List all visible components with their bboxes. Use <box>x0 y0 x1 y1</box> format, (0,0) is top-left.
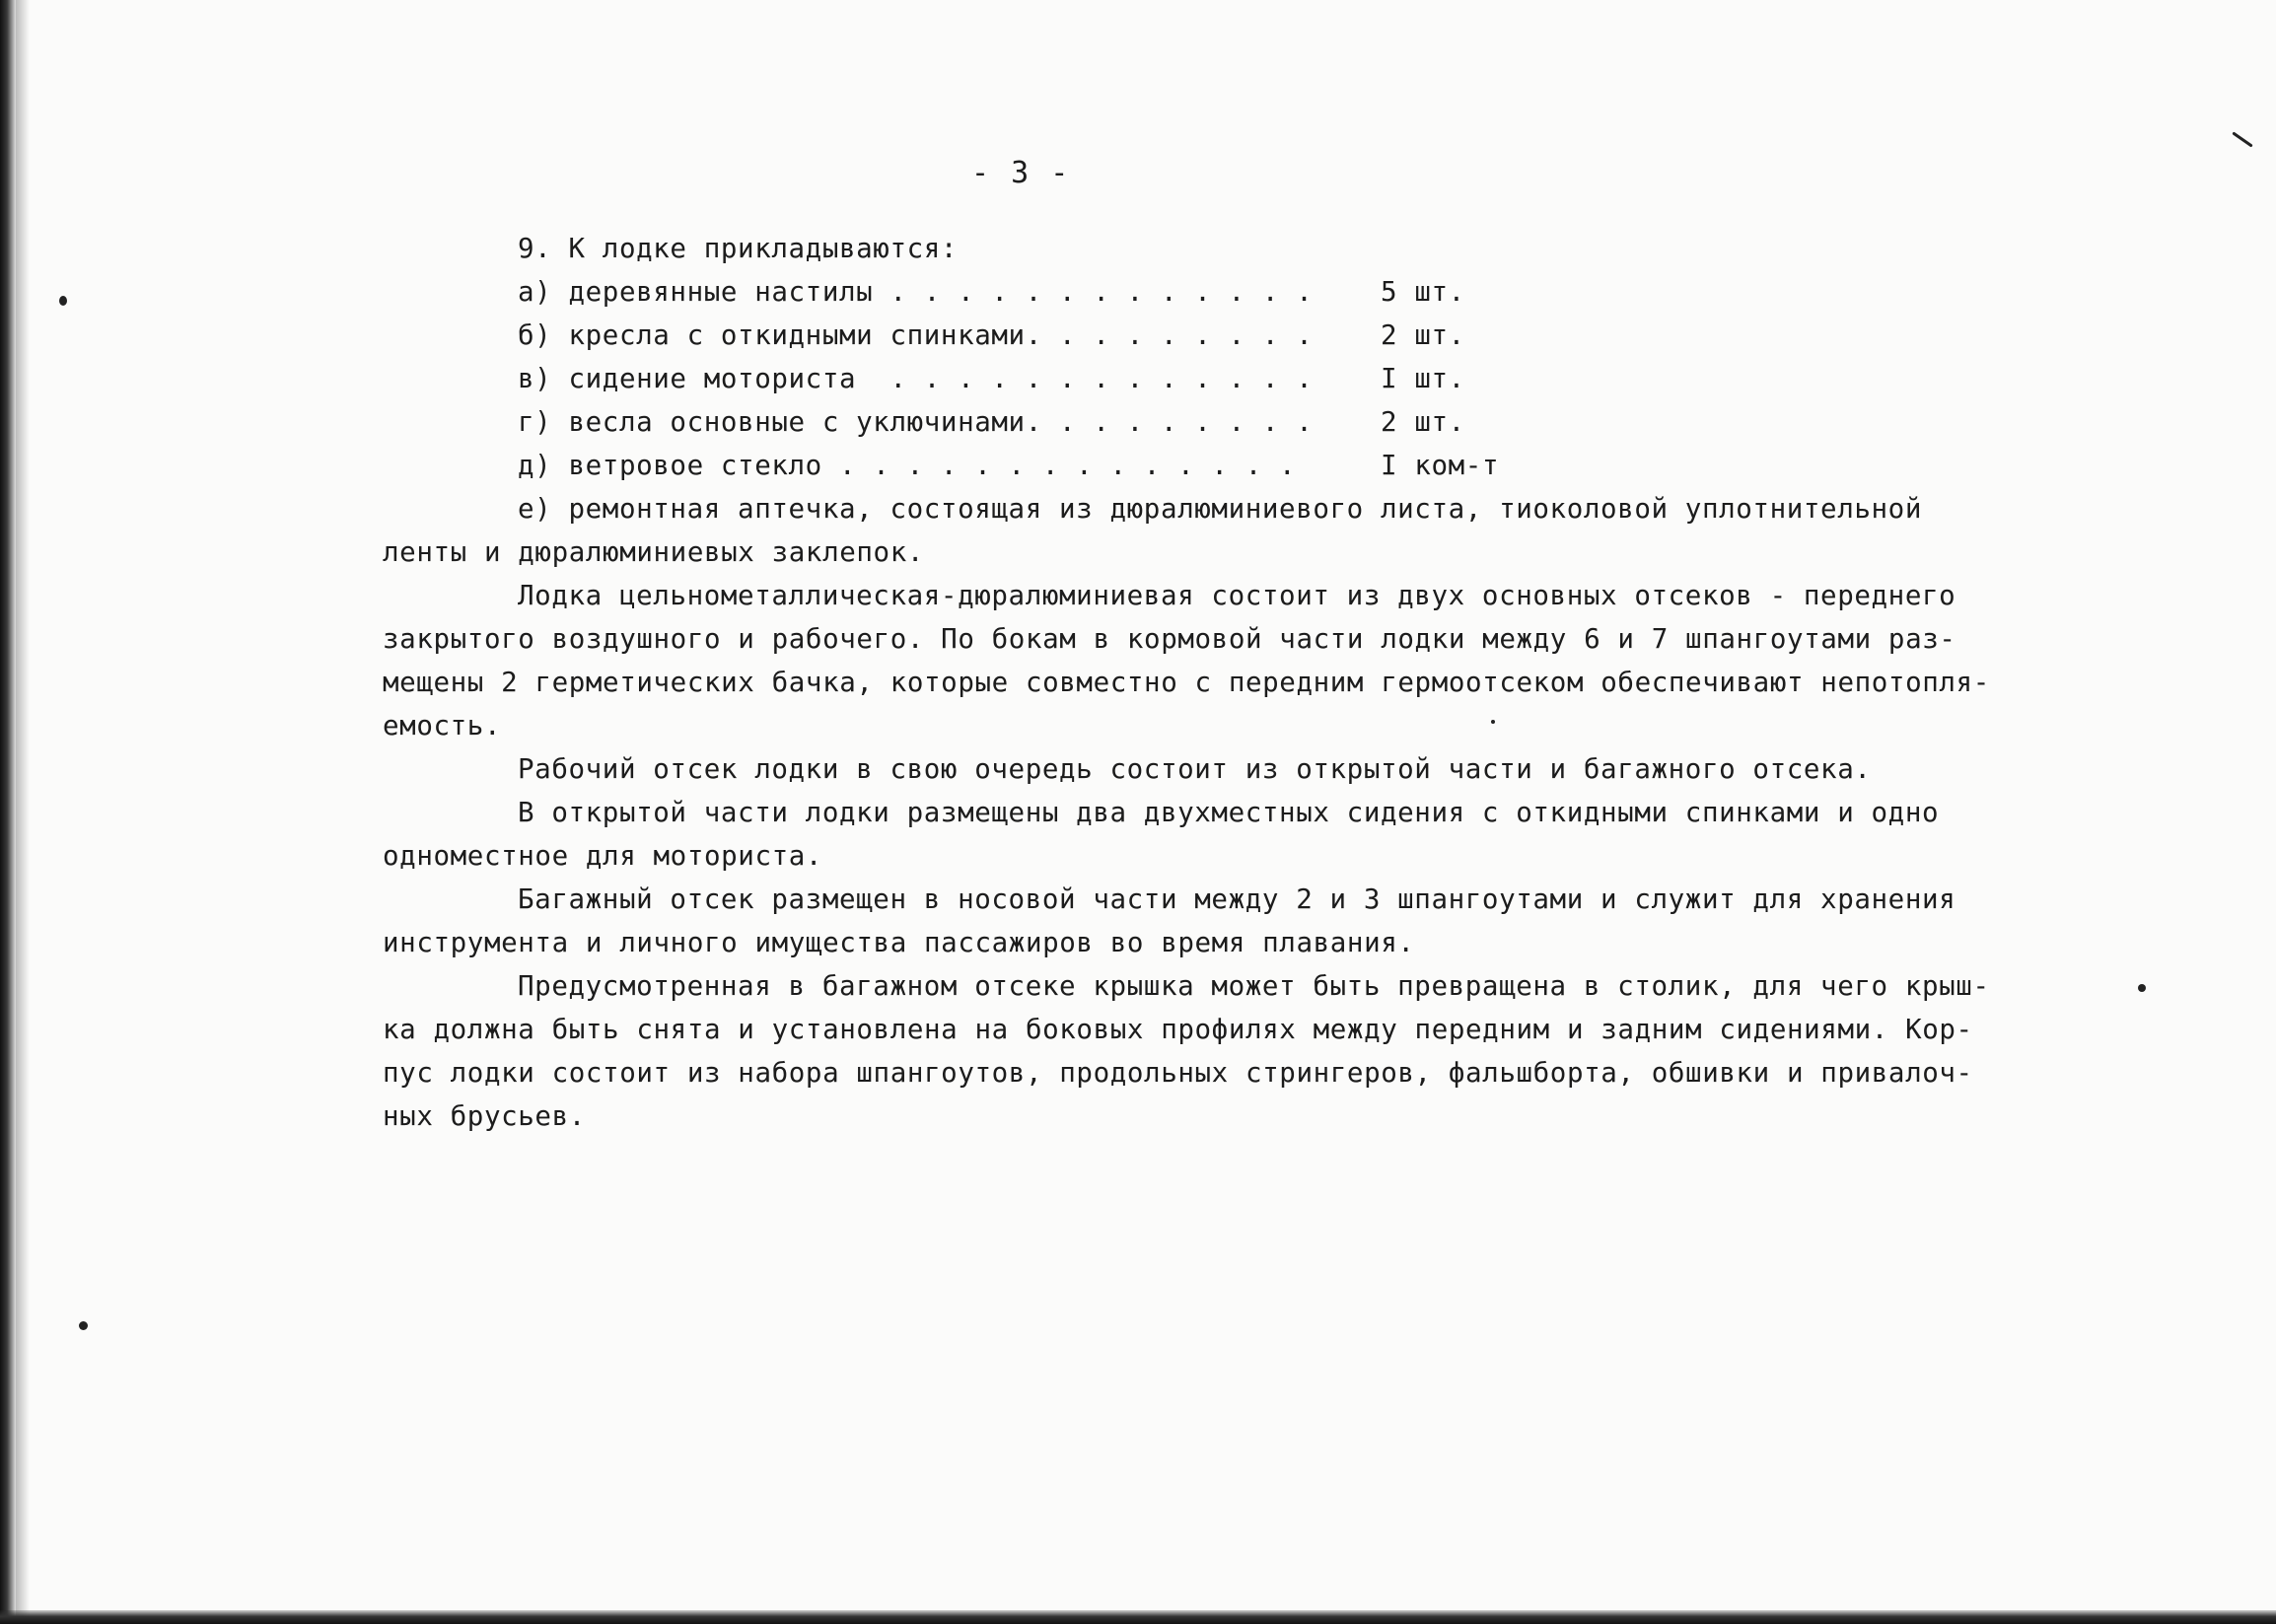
list-item-label: г) весла основные с уключинами. . . . . . . . . <box>518 406 1314 438</box>
list-item-label: в) сидение моториста . . . . . . . . . . . . . <box>518 363 1314 394</box>
scan-speck <box>2232 131 2252 147</box>
paragraph-line: инструмента и личного имущества пассажиров во время плавания. <box>383 927 1415 958</box>
paragraph-line: пус лодки состоит из набора шпангоутов, продольных стрингеров, фальшборта, обшивки и привалоч- <box>383 1057 1973 1089</box>
list-item-quantity: I шт. <box>1381 363 1465 394</box>
scan-left-shadow <box>16 0 30 1624</box>
paragraph-line: Предусмотренная в багажном отсеке крышка может быть превращена в столик, для чего крыш- <box>518 970 1990 1002</box>
list-item <box>518 450 1602 483</box>
list-item-label: б) кресла с откидными спинками. . . . . . . . . <box>518 319 1314 351</box>
paragraph-line: мещены 2 герметических бачка, которые совместно с передним гермоотсеком обеспечивают непотопля- <box>383 667 1990 698</box>
scan-left-edge <box>0 0 16 1624</box>
list-item-label: а) деревянные настилы . . . . . . . . . . . . . <box>518 276 1314 308</box>
list-item-e-line: е) ремонтная аптечка, состоящая из дюралюминиевого листа, тиоколовой уплотнительной <box>518 493 1922 525</box>
list-item <box>518 319 1602 353</box>
list-item <box>518 363 1602 396</box>
paragraph-line: В открытой части лодки размещены два двухместных сидения с откидными спинками и одно <box>518 797 1940 828</box>
paragraph-line: одноместное для моториста. <box>383 840 823 872</box>
list-item <box>518 406 1602 440</box>
page-number: - 3 - <box>971 156 1071 190</box>
scan-speck <box>2138 984 2146 992</box>
list-item-quantity: 5 шт. <box>1381 276 1465 308</box>
paragraph-line: Багажный отсек размещен в носовой части между 2 и 3 шпангоутами и служит для хранения <box>518 883 1956 915</box>
paragraph-line: емость. <box>383 710 502 741</box>
list-item-label: д) ветровое стекло . . . . . . . . . . . . . . <box>518 450 1297 481</box>
paragraph-line: Рабочий отсек лодки в свою очередь состоит из открытой части и багажного отсека. <box>518 753 1872 785</box>
scan-bottom-edge <box>0 1610 2276 1624</box>
paragraph-line: ка должна быть снята и установлена на боковых профилях между передним и задним сидениями. Кор- <box>383 1014 1973 1045</box>
scan-speck <box>59 296 67 306</box>
list-heading: 9. К лодке прикладываются: <box>518 233 959 264</box>
scan-speck <box>79 1321 88 1330</box>
paragraph-line: закрытого воздушного и рабочего. По бокам в кормовой части лодки между 6 и 7 шпангоутами раз- <box>383 623 1956 655</box>
list-item-quantity: I ком-т <box>1381 450 1500 481</box>
list-item <box>518 276 1602 310</box>
list-item-e-line: ленты и дюралюминиевых заклепок. <box>383 536 925 568</box>
list-item-quantity: 2 шт. <box>1381 406 1465 438</box>
paragraph-line: Лодка цельнометаллическая-дюралюминиевая состоит из двух основных отсеков - переднего <box>518 580 1956 611</box>
scan-speck <box>1491 720 1495 724</box>
paragraph-line: ных брусьев. <box>383 1100 586 1132</box>
list-item-quantity: 2 шт. <box>1381 319 1465 351</box>
